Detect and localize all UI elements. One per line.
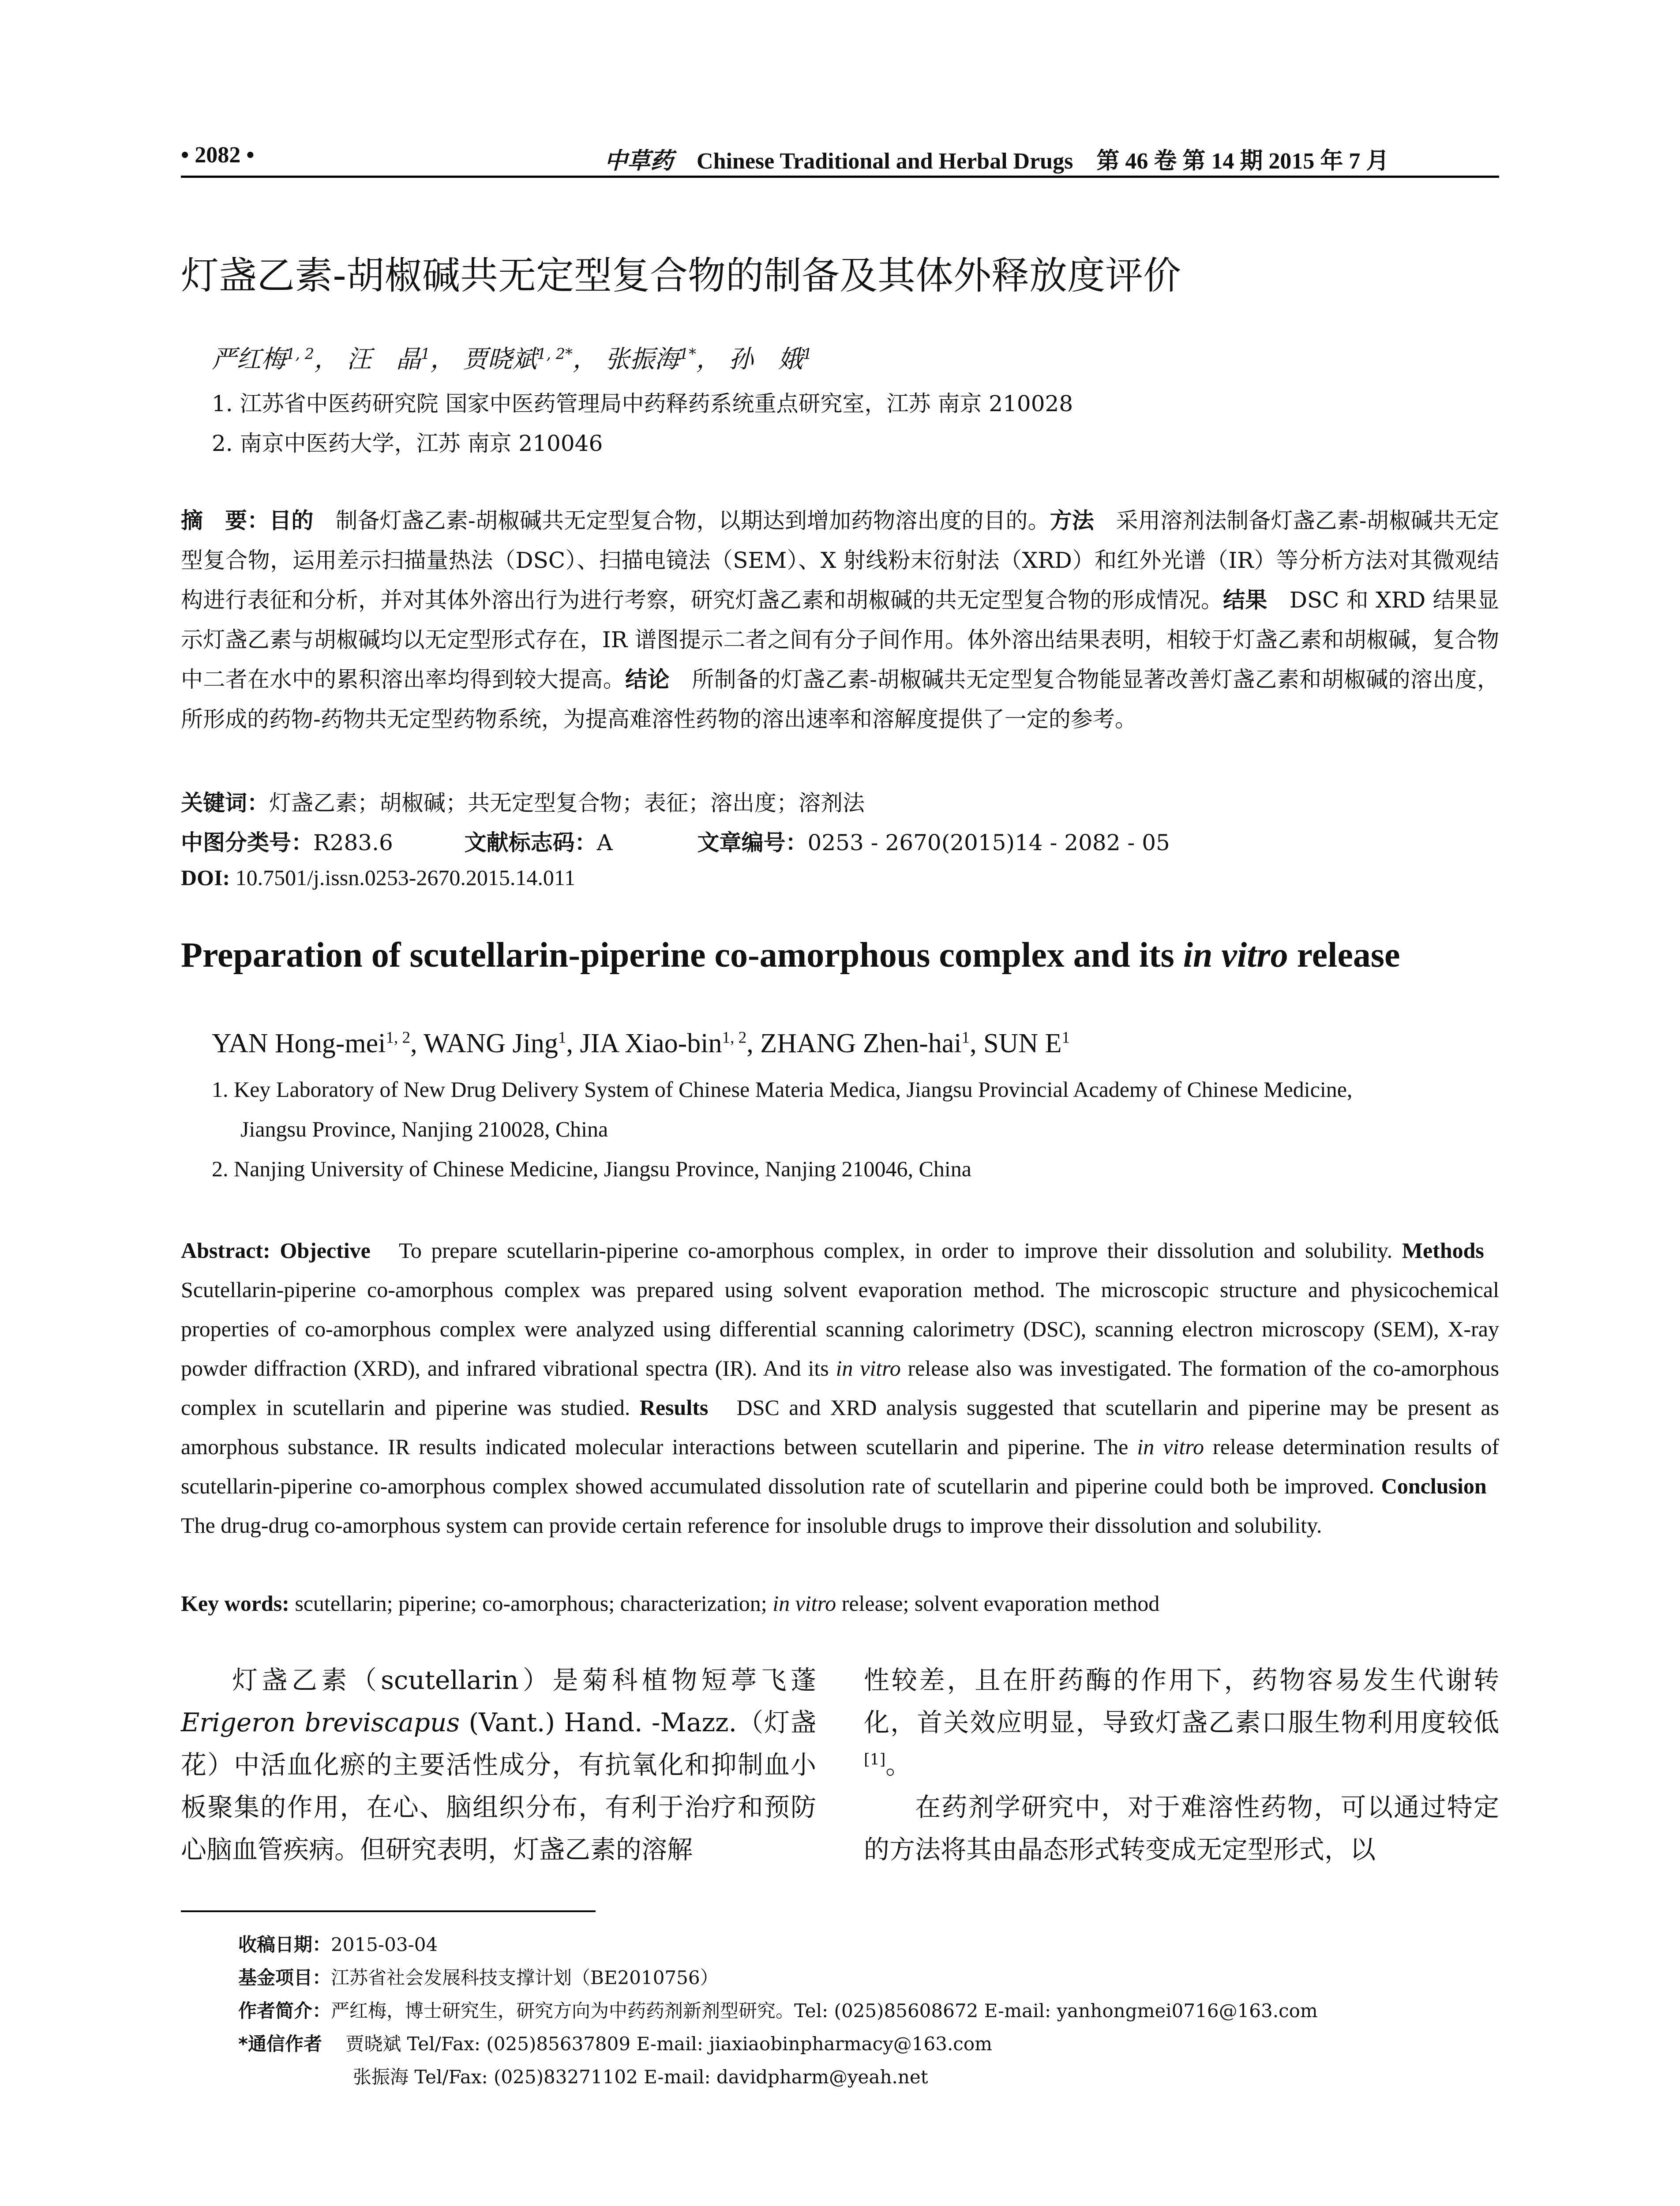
species-name: Erigeron breviscapus — [181, 1707, 460, 1737]
authors-en: YAN Hong-mei$^{1, 2}$, WANG Jing$^1$, JIA Xiao-bin$^{1, 2}$, ZHANG Zhen-hai$^1$, SUN $E^1$ — [212, 1028, 1070, 1058]
objective-en-text: To prepare scutellarin-piperine co-amorphous complex, in order to improve their dissolution and solubility. — [398, 1238, 1393, 1263]
author-name: 孙 娥 — [728, 345, 803, 374]
keywords-en-label: Key words: — [181, 1591, 289, 1616]
author-name: 张振海 — [605, 345, 679, 374]
keywords-label: 关键词： — [181, 790, 269, 816]
objective-en-label: Objective — [280, 1238, 371, 1263]
results-en-text: DSC and XRD analysis suggested that scutellarin and piperine may be present as amorphous substance. IR results indicated molecular interactions between scutellarin and piperine. The — [181, 1395, 1500, 1459]
keywords-cn — [181, 785, 865, 817]
affiliation-cn-1: 1. 江苏省中医药研究院 国家中医药管理局中药释药系统重点研究室，江苏 南京 210028 — [212, 391, 1073, 416]
author-affil-sup: 1, 2* — [537, 345, 573, 363]
article-number-label: 文章编号： — [697, 830, 808, 855]
bio-text: 严红梅，博士研究生，研究方向为中药药剂新剂型研究。Tel: (025)85608672 E-mail: yanhongmei0716@163.com — [331, 2000, 1318, 2022]
results-text: DSC 和 XRD 结果显示灯盏乙素与胡椒碱均以无定型形式存在，IR 谱图提示二者之间有分子间作用。体外溶出结果表明，相较于灯盏乙素和胡椒碱，复合物中二者在水中的累积溶出率均得到较大提高。 — [181, 587, 1500, 692]
body-text-end: (Vant.) Hand. -Mazz.（灯盏花）中活血化瘀的主要活性成分，有抗氧化和抑制血小板聚集的作用，在心、脑组织分布，有利于治疗和预防心脑血管疾病。但研究表明，灯盏乙素的溶解 — [181, 1707, 816, 1865]
keywords-en-italic: in vitro — [772, 1591, 836, 1616]
affiliation-en-2: 2. Nanjing University of Chinese Medicine, Jiangsu Province, Nanjing 210046, China — [212, 1156, 971, 1181]
conclusion-label: 结论 — [625, 667, 670, 692]
author-affil-sup: 1 — [961, 1028, 970, 1047]
methods-en-label: Methods — [1402, 1238, 1484, 1263]
doc-code-value: A — [596, 830, 613, 855]
body-text-end: 。 — [885, 1750, 911, 1780]
doi-line — [181, 865, 575, 890]
journal-name-cn: 中草药 — [604, 147, 674, 174]
keywords-en-text: scutellarin; piperine; co-amorphous; characterization; — [295, 1591, 773, 1616]
bio-label: 作者简介： — [238, 2000, 331, 2022]
affiliation-en-1-cont: Jiangsu Province, Nanjing 210028, China — [240, 1117, 608, 1141]
running-header — [181, 140, 1499, 178]
received-label: 收稿日期： — [238, 1934, 331, 1955]
methods-en-text: Scutellarin-piperine co-amorphous complex was prepared using solvent evaporation method. The microscopic structure and physicochemical properties of co-amorphous complex were analyzed using differential scanning calorimetry (DSC), scanning electron microscopy (SEM), X-ray powder diffraction (XRD), and infrared vibrational spectra (IR). And its — [181, 1277, 1499, 1381]
author-name: 贾晓斌 — [463, 345, 537, 374]
clc-value: R283.6 — [313, 830, 393, 855]
body-paragraph — [864, 1659, 1499, 1786]
objective-label: 目的 — [269, 508, 314, 533]
author-affil-sup: 1 — [420, 345, 431, 363]
abstract-en-label: Abstract: — [181, 1238, 270, 1263]
author-affil-sup: 1, 2 — [286, 345, 315, 363]
author-name: YAN Hong-mei — [212, 1028, 386, 1058]
footnote-rule — [181, 1910, 596, 1912]
journal-name — [604, 142, 1389, 175]
footnote-bio — [238, 1996, 1318, 2023]
conclusion-en-text: The drug-drug co-amorphous system can provide certain reference for insoluble drugs to improve their dissolution and solubility. — [181, 1513, 1322, 1538]
author-name: 汪 晶 — [346, 345, 421, 374]
author-name: JIA Xiao-bin — [580, 1028, 722, 1058]
keywords-en — [181, 1591, 1159, 1616]
author-affil-sup: 1 — [558, 1028, 566, 1047]
results-en-label: Results — [639, 1395, 709, 1420]
fund-text: 江苏省社会发展科技支撑计划（BE2010756） — [331, 1967, 719, 1988]
issue-info: 第 46 卷 第 14 期 2015 年 7 月 — [1096, 149, 1389, 174]
title-en-text: Preparation of scutellarin-piperine co-amorphous complex and its — [181, 936, 1183, 975]
abstract-en — [181, 1231, 1499, 1545]
body-paragraph: 在药剂学研究中，对于难溶性药物，可以通过特定的方法将其由晶态形式转变成无定型形式，以 — [864, 1792, 1499, 1865]
conclusion-en-label: Conclusion — [1381, 1474, 1487, 1498]
classification-line — [181, 825, 1170, 857]
affiliation-en-1: 1. Key Laboratory of New Drug Delivery System of Chinese Materia Medica, Jiangsu Provincial Academy of Chinese Medicine, — [212, 1077, 1353, 1102]
corresponding-author-1: 贾晓斌 Tel/Fax: (025)85637809 E-mail: jiaxiaobinpharmacy@163.com — [345, 2033, 992, 2055]
footnote-received — [238, 1930, 438, 1957]
doi-label: DOI: — [181, 865, 230, 890]
abstract-cn — [181, 501, 1499, 739]
author-affil-sup: 1* — [679, 345, 696, 363]
author-name: 严红梅 — [212, 345, 286, 374]
doi-value[interactable]: 10.7501/j.issn.0253-2670.2015.14.011 — [235, 865, 575, 890]
body-paragraph — [181, 1659, 816, 1871]
keywords-text: 灯盏乙素；胡椒碱；共无定型复合物；表征；溶出度；溶剂法 — [269, 790, 865, 816]
corresponding-label: *通信作者 — [238, 2033, 322, 2055]
body-text: 性较差，且在肝药酶的作用下，药物容易发生代谢转化，首关效应明显，导致灯盏乙素口服生物利用度较低 — [864, 1665, 1499, 1737]
footnote-fund — [238, 1963, 719, 1990]
author-name: WANG Jing — [424, 1028, 558, 1058]
abstract-label: 摘 要： — [181, 508, 270, 533]
body-column-left — [181, 1659, 816, 1871]
methods-en-italic: in vitro — [836, 1356, 901, 1381]
authors-cn: 严红梅$^{1, 2}$， 汪 晶$^1$， 贾晓斌$^{1, 2*}$， 张振海$^{1*}$， 孙 娥$^1$ — [212, 345, 813, 374]
results-en-italic: in vitro — [1137, 1434, 1204, 1459]
title-en — [181, 935, 1400, 975]
methods-label: 方法 — [1050, 508, 1094, 533]
clc-label: 中图分类号： — [181, 830, 313, 855]
author-affil-sup: 1, 2 — [386, 1028, 411, 1047]
corresponding-author-2: 张振海 Tel/Fax: (025)83271102 E-mail: davidpharm@yeah.net — [353, 2066, 928, 2088]
journal-name-en: Chinese Traditional and Herbal Drugs — [697, 149, 1073, 174]
results-label: 结果 — [1223, 587, 1268, 613]
conclusion-text: 所制备的灯盏乙素-胡椒碱共无定型复合物能显著改善灯盏乙素和胡椒碱的溶出度，所形成的药物-药物共无定型药物系统，为提高难溶性药物的溶出速率和溶解度提供了一定的参考。 — [181, 667, 1499, 732]
author-affil-sup: 1 — [1061, 1028, 1070, 1047]
keywords-en-text-end: release; solvent evaporation method — [836, 1591, 1160, 1616]
received-date: 2015-03-04 — [331, 1934, 438, 1955]
body-text: 灯盏乙素（scutellarin）是菊科植物短葶飞蓬 — [232, 1665, 816, 1695]
affiliation-cn-2: 2. 南京中医药大学，江苏 南京 210046 — [212, 431, 603, 456]
fund-label: 基金项目： — [238, 1967, 331, 1988]
doc-code-label: 文献标志码： — [464, 830, 597, 855]
citation-ref[interactable]: [1] — [864, 1751, 886, 1769]
author-affil-sup: 1, 2 — [722, 1028, 747, 1047]
title-en-italic: in vitro — [1183, 936, 1288, 975]
results-en-text-end: release determination results of scutellarin-piperine co-amorphous complex showed accumulated dissolution rate of scutellarin and piperine could both be improved. — [181, 1434, 1499, 1498]
author-affil-sup: 1 — [802, 345, 813, 363]
author-name: SUN E — [983, 1028, 1062, 1058]
footnote-corresponding — [238, 2030, 992, 2056]
title-en-text-end: release — [1288, 936, 1400, 975]
methods-text: 采用溶剂法制备灯盏乙素-胡椒碱共无定型复合物，运用差示扫描量热法（DSC）、扫描电镜法（SEM）、X 射线粉末衍射法（XRD）和红外光谱（IR）等分析方法对其微观结构进行表征和分析，并对其体外溶出行为进行考察，研究灯盏乙素和胡椒碱的共无定型复合物的形成情况。 — [181, 508, 1500, 613]
title-cn: 灯盏乙素-胡椒碱共无定型复合物的制备及其体外释放度评价 — [181, 254, 1181, 298]
body-column-right — [864, 1659, 1499, 1871]
methods-en-text-end: release also was investigated. The formation of the co-amorphous complex in scutellarin and piperine was studied. — [181, 1356, 1499, 1420]
article-number-value: 0253 - 2670(2015)14 - 2082 - 05 — [807, 830, 1170, 855]
objective-text: 制备灯盏乙素-胡椒碱共无定型复合物，以期达到增加药物溶出度的目的。 — [335, 508, 1050, 533]
page-number: • 2082 • — [181, 143, 255, 168]
author-name: ZHANG Zhen-hai — [760, 1028, 962, 1058]
